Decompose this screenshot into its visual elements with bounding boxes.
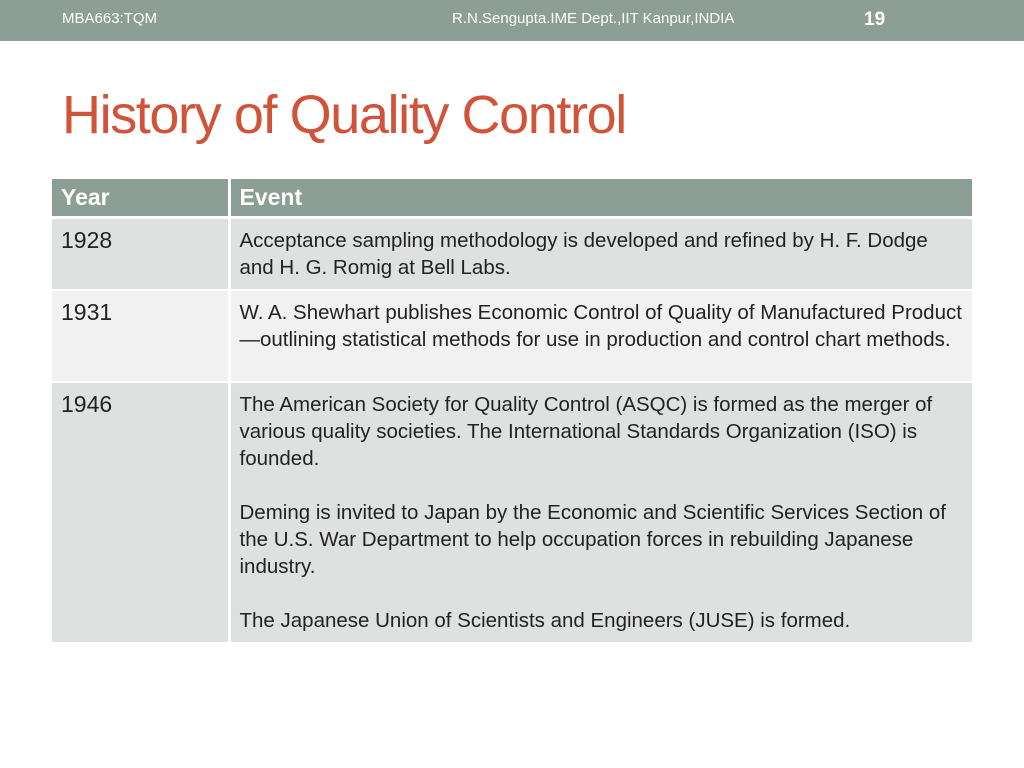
- year-cell: 1946: [52, 382, 229, 643]
- history-table: [52, 179, 972, 644]
- event-text: W. A. Shewhart publishes Economic Control of Quality of Manufactured Product—outlining statistical methods for use in production and control chart methods.: [239, 300, 962, 351]
- table-row: [52, 290, 972, 382]
- event-cell: [229, 217, 972, 290]
- year-column-header: Year: [52, 179, 229, 217]
- author-credit: R.N.Sengupta.IME Dept.,IIT Kanpur,INDIA: [452, 10, 735, 27]
- course-code: MBA663:TQM: [62, 10, 158, 27]
- event-text: The Japanese Union of Scientists and Engineers (JUSE) is formed.: [239, 608, 851, 632]
- year-cell: 1928: [52, 217, 229, 290]
- event-text: The American Society for Quality Control (ASQC) is formed as the merger of various quality societies. The International Standards Organization (ISO) is founded.: [239, 392, 933, 470]
- table-row: [52, 217, 972, 290]
- table-header-row: [52, 179, 972, 217]
- event-cell: [229, 290, 972, 382]
- event-text: Deming is invited to Japan by the Economic and Scientific Services Section of the U.S. War Department to help occupation forces in rebuilding Japanese industry.: [239, 500, 946, 578]
- event-text: Acceptance sampling methodology is developed and refined by H. F. Dodge and H. G. Romig at Bell Labs.: [239, 228, 928, 279]
- year-cell: 1931: [52, 290, 229, 382]
- slide-title: History of Quality Control: [62, 85, 626, 145]
- slide-number: 19: [864, 9, 886, 30]
- table-row: [52, 382, 972, 643]
- slide-header-bar: [0, 0, 1024, 41]
- event-column-header: Event: [229, 179, 972, 217]
- event-cell: [229, 382, 972, 643]
